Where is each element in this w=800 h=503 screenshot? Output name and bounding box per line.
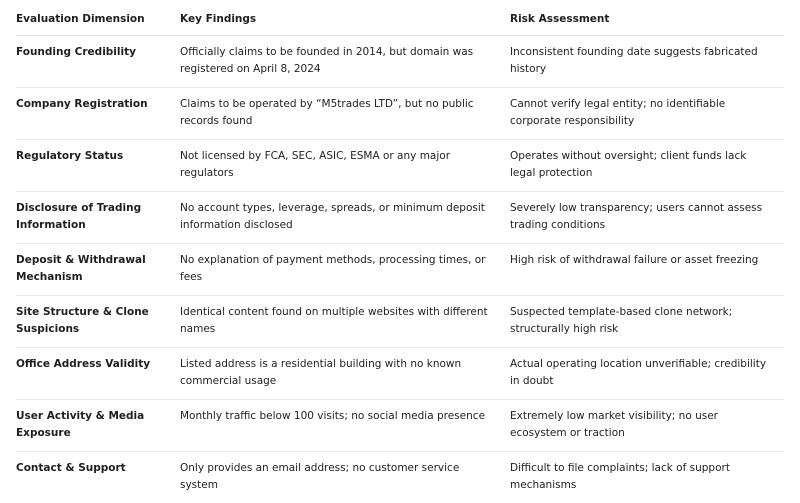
findings-cell: Identical content found on multiple websites with different names (180, 296, 510, 348)
dimension-cell: Contact & Support (16, 452, 180, 503)
table-row (16, 192, 784, 244)
dimension-cell: User Activity & Media Exposure (16, 400, 180, 452)
table-header (16, 0, 784, 36)
findings-cell: Only provides an email address; no customer service system (180, 452, 510, 503)
risk-cell: High risk of withdrawal failure or asset freezing (510, 244, 784, 296)
header-row (16, 0, 784, 36)
dimension-cell: Founding Credibility (16, 36, 180, 88)
dimension-cell: Site Structure & Clone Suspicions (16, 296, 180, 348)
dimension-cell: Regulatory Status (16, 140, 180, 192)
findings-cell: No account types, leverage, spreads, or minimum deposit information disclosed (180, 192, 510, 244)
dimension-cell: Disclosure of Trading Information (16, 192, 180, 244)
findings-cell: Officially claims to be founded in 2014, but domain was registered on April 8, 2024 (180, 36, 510, 88)
risk-cell: Actual operating location unverifiable; credibility in doubt (510, 348, 784, 400)
table-row (16, 88, 784, 140)
risk-cell: Cannot verify legal entity; no identifiable corporate responsibility (510, 88, 784, 140)
findings-cell: No explanation of payment methods, processing times, or fees (180, 244, 510, 296)
header-evaluation-dimension: Evaluation Dimension (16, 0, 180, 36)
header-key-findings: Key Findings (180, 0, 510, 36)
risk-cell: Inconsistent founding date suggests fabricated history (510, 36, 784, 88)
table-row (16, 296, 784, 348)
table-row (16, 348, 784, 400)
findings-cell: Monthly traffic below 100 visits; no social media presence (180, 400, 510, 452)
dimension-cell: Office Address Validity (16, 348, 180, 400)
risk-cell: Operates without oversight; client funds lack legal protection (510, 140, 784, 192)
table-body (16, 36, 784, 503)
risk-cell: Severely low transparency; users cannot assess trading conditions (510, 192, 784, 244)
dimension-cell: Company Registration (16, 88, 180, 140)
findings-cell: Not licensed by FCA, SEC, ASIC, ESMA or any major regulators (180, 140, 510, 192)
findings-cell: Claims to be operated by “M5trades LTD”, but no public records found (180, 88, 510, 140)
risk-cell: Difficult to file complaints; lack of support mechanisms (510, 452, 784, 503)
table-row (16, 140, 784, 192)
findings-cell: Listed address is a residential building with no known commercial usage (180, 348, 510, 400)
table-row (16, 244, 784, 296)
table-row (16, 452, 784, 503)
evaluation-table (16, 0, 784, 503)
table-row (16, 400, 784, 452)
dimension-cell: Deposit & Withdrawal Mechanism (16, 244, 180, 296)
risk-cell: Extremely low market visibility; no user ecosystem or traction (510, 400, 784, 452)
table-row (16, 36, 784, 88)
header-risk-assessment: Risk Assessment (510, 0, 784, 36)
risk-cell: Suspected template-based clone network; structurally high risk (510, 296, 784, 348)
